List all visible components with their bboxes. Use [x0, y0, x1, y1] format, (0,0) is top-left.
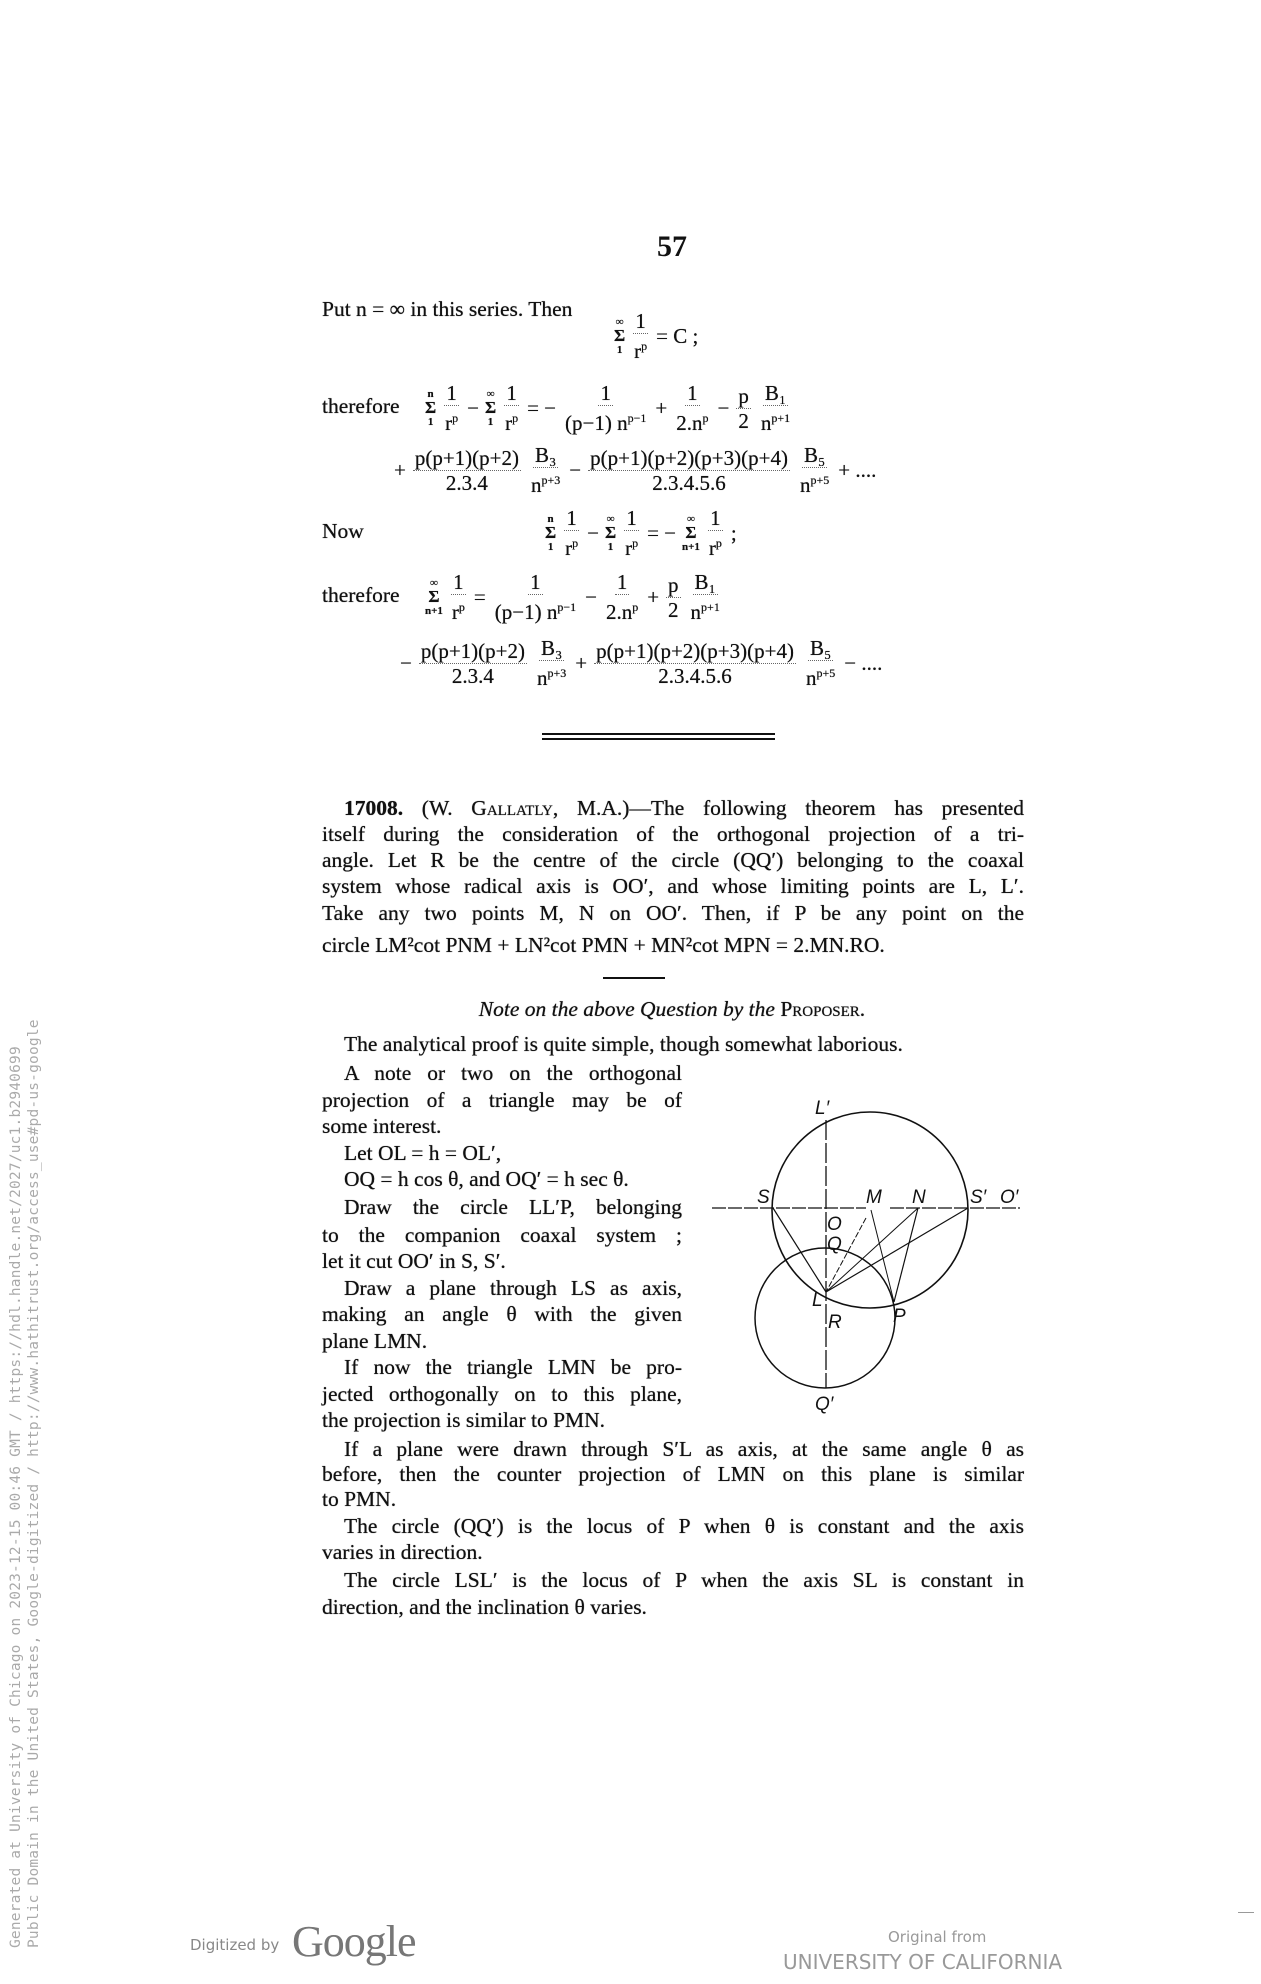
numerator: 1 — [566, 506, 577, 530]
note-line: to PMN. — [322, 1487, 397, 1511]
denominator: $r^p$ — [565, 536, 579, 560]
numerator: B₃ — [534, 443, 557, 467]
exponent: p — [452, 411, 459, 425]
label-m: M — [866, 1187, 882, 1208]
numerator: 1 — [506, 381, 517, 405]
operator: + — [575, 650, 588, 675]
operator: − — [717, 395, 730, 420]
denominator: $r^p$ — [505, 411, 519, 435]
note-line: let it cut OO′ in S, S′. — [322, 1249, 506, 1273]
sigma-symbol: Σ — [545, 523, 557, 542]
sum-upper-limit: ∞ — [430, 577, 438, 589]
note-line: the projection is similar to PMN. — [322, 1408, 606, 1432]
sigma-symbol: Σ — [614, 326, 626, 345]
denominator: $r^p$ — [451, 600, 465, 624]
sum-upper-limit: ∞ — [687, 513, 695, 525]
operator: + — [394, 457, 406, 482]
author-name: Gallatly — [471, 796, 553, 820]
exponent: p — [632, 600, 639, 614]
operator: − — [400, 650, 412, 675]
question-line: system whose radical axis is OO′, and whose limiting points are L, L′. — [322, 874, 1024, 898]
note-line: The circle LSL′ is the locus of P when the axis SL is constant in — [344, 1568, 1024, 1592]
numerator: p — [668, 572, 679, 597]
denominator: 2.3.4 — [445, 470, 488, 495]
formula-label: Now — [322, 519, 364, 543]
denominator: $r^p$ — [625, 536, 639, 560]
exponent: p — [512, 411, 519, 425]
operator: − .... — [844, 650, 883, 675]
question-line: circle LM²cot PNM + LN²cot PMN + MN²cot MPN = 2.MN.RO. — [322, 933, 885, 957]
numerator: B₁ — [764, 381, 787, 405]
exponent: p−1 — [627, 411, 647, 425]
question-line: itself during the consideration of the orthogonal projection of a tri- — [322, 822, 1024, 846]
numerator: 1 — [600, 381, 611, 405]
watermark-line-2: Public Domain in the United States, Google-digitized / http://www.hathitrust.org/access_use#pd-us-google — [26, 1019, 42, 1948]
sum-lower-limit: 1 — [547, 541, 554, 553]
operator: = C ; — [656, 323, 699, 348]
exponent: p+1 — [701, 600, 720, 614]
numerator: p(p+1)(p+2) — [414, 445, 520, 470]
denominator: 2 — [738, 408, 749, 433]
operator: − — [585, 584, 597, 609]
label-q-prime: Q′ — [815, 1394, 834, 1415]
note-line: OQ = h cos θ, and OQ′ = h sec θ. — [344, 1167, 629, 1191]
note-line: If a plane were drawn through S′L as axis, at the same angle θ as — [344, 1437, 1024, 1461]
denominator: (p−1) $n^{p-1}$ — [494, 600, 577, 624]
numerator: p(p+1)(p+2)(p+3)(p+4) — [596, 638, 794, 663]
label-s-prime: S′ — [970, 1187, 987, 1208]
line-ls-prime — [826, 1208, 968, 1292]
denominator: 2 — [668, 597, 679, 622]
denominator: 2.3.4 — [451, 663, 494, 688]
note-line: The analytical proof is quite simple, though somewhat laborious. — [344, 1032, 903, 1056]
exponent: p−1 — [557, 600, 577, 614]
operator: + — [655, 395, 668, 420]
page-number: 57 — [657, 230, 687, 263]
operator: + .... — [838, 457, 877, 482]
note-line: direction, and the inclination θ varies. — [322, 1595, 647, 1619]
numerator: p — [738, 383, 749, 408]
sigma-symbol: Σ — [484, 398, 497, 417]
denominator: $n^{p+3}$ — [531, 473, 561, 497]
note-line: Draw the circle LL′P, belonging — [344, 1195, 682, 1219]
sigma-symbol: Σ — [428, 587, 440, 606]
author-prefix: (W. — [421, 796, 472, 820]
exponent: p+5 — [816, 666, 836, 680]
numerator: 1 — [530, 570, 541, 594]
circle-lsl — [772, 1112, 968, 1308]
numerator: 1 — [453, 570, 464, 594]
note-line: projection of a triangle may be of — [322, 1088, 682, 1112]
line-mp — [871, 1210, 894, 1302]
exponent: p — [641, 339, 648, 353]
sum-lower-limit: 1 — [616, 344, 623, 356]
operator: ; — [730, 520, 737, 545]
operator: + — [647, 584, 660, 609]
sum-upper-limit: n — [547, 513, 554, 525]
exponent: p+3 — [541, 473, 561, 487]
exponent: p — [458, 600, 465, 614]
numerator: B₅ — [803, 443, 826, 467]
numerator: 1 — [446, 381, 457, 405]
numerator: B₃ — [540, 636, 563, 660]
numerator: 1 — [687, 381, 698, 405]
note-line: plane LMN. — [322, 1329, 428, 1353]
denominator: $n^{p+1}$ — [690, 600, 720, 624]
denominator: $r^p$ — [708, 536, 722, 560]
denominator: $n^{p+5}$ — [805, 666, 836, 690]
label-s: S — [757, 1187, 770, 1208]
watermark-line-1: Generated at University of Chicago on 2023-12-15 00:46 GMT / https://hdl.handle.net/2027/uc1.b2940699 — [8, 1046, 24, 1948]
question-line: Take any two points M, N on OO′. Then, if P be any point on the — [322, 901, 1024, 925]
sum-lower-limit: 1 — [427, 416, 434, 428]
note-line: Let OL = h = OL′, — [344, 1141, 502, 1165]
sum-lower-limit: 1 — [607, 541, 614, 553]
label-l: L — [812, 1290, 823, 1311]
note-line: The circle (QQ′) is the locus of P when θ is constant and the axis — [344, 1514, 1024, 1538]
sigma-symbol: Σ — [604, 523, 617, 542]
note-line: some interest. — [322, 1114, 442, 1138]
denominator: $n^{p+3}$ — [537, 666, 567, 690]
note-line: Draw a plane through LS as axis, — [344, 1276, 682, 1300]
question-line: angle. Let R be the centre of the circle (QQ′) belonging to the coaxal — [322, 848, 1024, 872]
label-l-prime: L′ — [815, 1098, 830, 1119]
label-n: N — [912, 1187, 926, 1208]
sum-lower-limit: n+1 — [425, 605, 443, 617]
label-o: O — [827, 1214, 842, 1235]
operator: = − — [527, 395, 557, 420]
exponent: p — [632, 536, 639, 550]
note-line: A note or two on the orthogonal — [344, 1061, 682, 1085]
sum-upper-limit: ∞ — [615, 316, 624, 328]
note-heading-italic: Note on the above Question by the — [478, 997, 775, 1021]
original-from-label: Original from — [888, 1928, 987, 1946]
operator: − — [587, 520, 599, 545]
numerator: p(p+1)(p+2)(p+3)(p+4) — [590, 445, 788, 470]
denominator: $n^{p+1}$ — [760, 411, 791, 435]
note-heading-proposer: Proposer. — [780, 997, 866, 1021]
label-q: Q — [827, 1234, 842, 1255]
numerator: B₅ — [809, 636, 832, 660]
numerator: 1 — [616, 570, 628, 594]
digitized-by-label: Digitized by — [190, 1936, 280, 1954]
sum-upper-limit: ∞ — [486, 388, 495, 400]
sum-lower-limit: n+1 — [682, 541, 700, 553]
question-number: 17008. — [344, 796, 404, 820]
note-line: to the companion coaxal system ; — [322, 1223, 682, 1247]
sigma-symbol: Σ — [425, 398, 437, 417]
note-line: jected orthogonally on to this plane, — [322, 1382, 682, 1406]
formula-label: therefore — [322, 394, 400, 418]
exponent: p+5 — [810, 473, 830, 487]
exponent: p — [702, 411, 709, 425]
label-r: R — [828, 1312, 842, 1333]
line-np — [894, 1208, 918, 1302]
exponent: p — [572, 536, 579, 550]
note-line: making an angle θ with the given — [322, 1302, 682, 1326]
denominator: 2.3.4.5.6 — [652, 470, 726, 495]
label-p: P — [893, 1306, 906, 1327]
sigma-symbol: Σ — [685, 523, 697, 542]
denominator: $r^p$ — [634, 339, 648, 363]
label-o-prime: O′ — [1000, 1187, 1019, 1208]
note-line: varies in direction. — [322, 1540, 483, 1564]
numerator: 1 — [635, 309, 646, 333]
circle-qq — [755, 1248, 895, 1388]
numerator: p(p+1)(p+2) — [420, 638, 526, 663]
exponent: p+3 — [547, 666, 567, 680]
intro-line: Put n = ∞ in this series. Then — [322, 297, 573, 321]
numerator: B₁ — [694, 570, 716, 594]
operator: − — [467, 395, 479, 420]
sum-lower-limit: 1 — [487, 416, 494, 428]
denominator: $2.n^p$ — [676, 411, 709, 435]
denominator: $r^p$ — [445, 411, 459, 435]
numerator: 1 — [710, 506, 721, 530]
edge-mark — [1238, 1912, 1254, 1913]
formula-label: therefore — [322, 583, 400, 607]
note-line: before, then the counter projection of LMN on this plane is similar — [322, 1462, 1024, 1486]
sum-upper-limit: n — [427, 388, 434, 400]
operator: = — [473, 584, 486, 609]
author-suffix: , M.A.)—The following theorem has presented — [552, 796, 1025, 820]
numerator: 1 — [626, 506, 637, 530]
denominator: (p−1) $n^{p-1}$ — [565, 411, 647, 435]
operator: = − — [647, 520, 677, 545]
exponent: p+1 — [771, 411, 791, 425]
operator: − — [569, 457, 582, 482]
note-line: If now the triangle LMN be pro- — [344, 1355, 682, 1379]
google-logo: Google — [292, 1917, 416, 1966]
denominator: $2.n^p$ — [605, 600, 639, 624]
exponent: p — [715, 536, 722, 550]
denominator: $n^{p+5}$ — [799, 473, 830, 497]
institution-label: UNIVERSITY OF CALIFORNIA — [783, 1950, 1063, 1974]
denominator: 2.3.4.5.6 — [658, 663, 732, 688]
sum-upper-limit: ∞ — [606, 513, 615, 525]
